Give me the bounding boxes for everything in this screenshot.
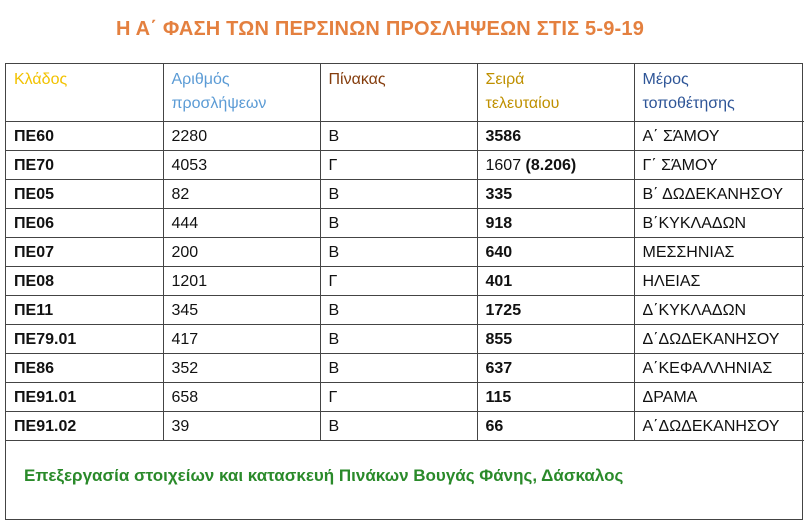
cell-meros: Δ΄ΔΩΔΕΚΑΝΗΣΟΥ [634,325,804,354]
cell-klados: ΠΕ06 [6,209,163,238]
seira-value: 3586 [485,128,522,145]
header-line2: τοποθέτησης [642,95,735,112]
cell-pinakas: Γ [320,383,477,412]
seira-value: 855 [485,331,513,348]
cell-arithmos: 39 [163,412,320,441]
table-row [6,296,804,325]
seira-value: 115 [485,389,512,406]
cell-seira [477,180,634,209]
cell-meros: Α΄ ΣΆΜΟΥ [634,122,804,151]
cell-pinakas: Γ [320,267,477,296]
cell-seira [477,267,634,296]
seira-value: 401 [485,273,513,290]
cell-meros: Α΄ΔΩΔΕΚΑΝΗΣΟΥ [634,412,804,441]
appointments-table [6,64,804,441]
seira-value: 640 [485,244,513,261]
header-line1: Μέρος [642,71,689,88]
table-row [6,151,804,180]
table-row [6,383,804,412]
table-row [6,412,804,441]
table-row [6,354,804,383]
seira-value: 1607 [485,157,522,174]
cell-pinakas: Β [320,122,477,151]
seira-value: 1725 [485,302,522,319]
cell-meros: ΔΡΑΜΑ [634,383,804,412]
cell-meros: Β΄ΚΥΚΛΑΔΩΝ [634,209,804,238]
cell-seira [477,354,634,383]
cell-arithmos: 1201 [163,267,320,296]
header-line2: προσλήψεων [171,95,267,112]
cell-arithmos: 4053 [163,151,320,180]
header-line2: τελευταίου [485,95,560,112]
cell-klados: ΠΕ86 [6,354,163,383]
table-row [6,325,804,354]
cell-arithmos: 352 [163,354,320,383]
cell-meros: Α΄ΚΕΦΑΛΛΗΝΙΑΣ [634,354,804,383]
cell-klados: ΠΕ60 [6,122,163,151]
credits-footer: Επεξεργασία στοιχείων και κατασκευή Πινάκων Βουγάς Φάνης, Δάσκαλος [24,466,624,485]
cell-klados: ΠΕ91.01 [6,383,163,412]
cell-arithmos: 444 [163,209,320,238]
cell-arithmos: 658 [163,383,320,412]
seira-value: 637 [485,360,513,377]
cell-seira [477,325,634,354]
table-row [6,180,804,209]
cell-klados: ΠΕ11 [6,296,163,325]
cell-arithmos: 200 [163,238,320,267]
cell-pinakas: Β [320,354,477,383]
table-row [6,238,804,267]
header-line1: Κλάδος [14,71,68,88]
header-seira [477,64,634,122]
cell-pinakas: Β [320,412,477,441]
cell-meros: Δ΄ΚΥΚΛΑΔΩΝ [634,296,804,325]
page-title: Η Α΄ ΦΑΣΗ ΤΩΝ ΠΕΡΣΙΝΩΝ ΠΡΟΣΛΗΨΕΩΝ ΣΤΙΣ 5-9-19 [115,18,645,40]
header-line1: Σειρά [485,71,525,88]
cell-meros: Β΄ ΔΩΔΕΚΑΝΗΣΟΥ [634,180,804,209]
seira-value: 66 [485,418,504,435]
cell-meros: ΜΕΣΣΗΝΙΑΣ [634,238,804,267]
cell-klados: ΠΕ08 [6,267,163,296]
cell-seira [477,238,634,267]
cell-seira [477,151,634,180]
cell-arithmos: 417 [163,325,320,354]
cell-klados: ΠΕ05 [6,180,163,209]
cell-pinakas: Β [320,180,477,209]
header-pinakas [320,64,477,122]
cell-arithmos: 82 [163,180,320,209]
header-klados [6,64,163,122]
table-row [6,209,804,238]
seira-value: 335 [485,186,513,203]
cell-pinakas: Γ [320,151,477,180]
cell-klados: ΠΕ91.02 [6,412,163,441]
header-line1: Πίνακας [328,71,386,88]
seira-extra: (8.206) [525,157,577,174]
header-arithmos [163,64,320,122]
cell-klados: ΠΕ70 [6,151,163,180]
appointments-table-container [5,63,803,520]
cell-klados: ΠΕ07 [6,238,163,267]
cell-pinakas: Β [320,296,477,325]
cell-arithmos: 345 [163,296,320,325]
cell-pinakas: Β [320,209,477,238]
header-row [6,64,804,122]
seira-value: 918 [485,215,513,232]
cell-seira [477,122,634,151]
cell-pinakas: Β [320,238,477,267]
cell-seira [477,412,634,441]
cell-meros: Γ΄ ΣΆΜΟΥ [634,151,804,180]
header-line1: Αριθμός [171,71,230,88]
cell-seira [477,296,634,325]
header-meros [634,64,804,122]
cell-klados: ΠΕ79.01 [6,325,163,354]
cell-arithmos: 2280 [163,122,320,151]
table-row [6,122,804,151]
cell-seira [477,383,634,412]
table-row [6,267,804,296]
cell-pinakas: Β [320,325,477,354]
cell-meros: ΗΛΕΙΑΣ [634,267,804,296]
cell-seira [477,209,634,238]
